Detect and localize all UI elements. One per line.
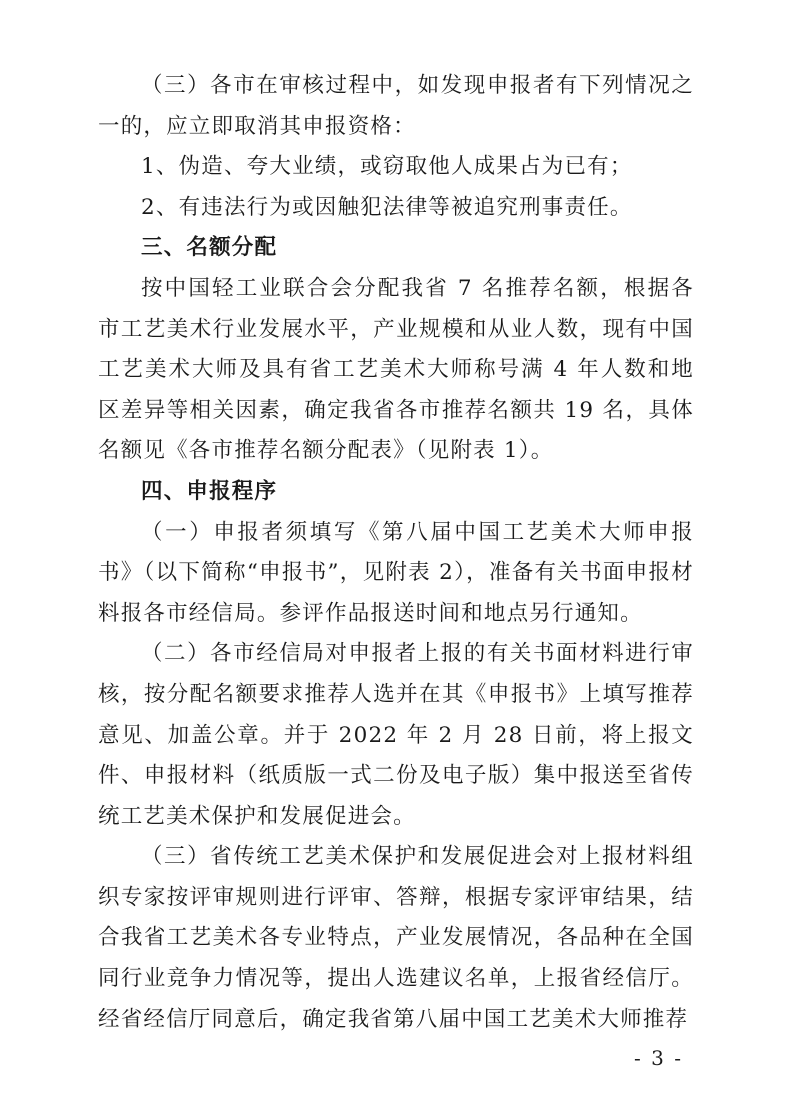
- paragraph-procedure-2: （二）各市经信局对申报者上报的有关书面材料进行审核，按分配名额要求推荐人选并在其《申报书》上填写推荐意见、加盖公章。并于 2022 年 2 月 28 日前，将上报文件、申报材料（纸质版一式二份及电子版）集中报送至省传统工艺美术保护和发展促进会。: [98, 641, 694, 829]
- paragraph-disqualification-intro: （三）各市在审核过程中，如发现申报者有下列情况之一的，应立即取消其申报资格：: [98, 73, 694, 139]
- document-body: [98, 66, 694, 1040]
- paragraph-quota: 按中国轻工业联合会分配我省 7 名推荐名额，根据各市工艺美术行业发展水平，产业规模和从业人数，现有中国工艺美术大师及具有省工艺美术大师称号满 4 年人数和地区差异等相关因素，确定我省各市推荐名额共 19 名，具体名额见《各市推荐名额分配表》（见附表 1）。: [98, 275, 694, 464]
- paragraph-procedure-1: （一）申报者须填写《第八届中国工艺美术大师申报书》（以下简称“申报书”，见附表 2），准备有关书面申报材料报各市经信局。参评作品报送时间和地点另行通知。: [98, 519, 694, 626]
- section-heading-quota: 三、名额分配: [141, 235, 278, 261]
- page-number: - 3 -: [634, 1046, 683, 1070]
- section-heading-procedure: 四、申报程序: [141, 478, 278, 504]
- paragraph-procedure-3: （三）省传统工艺美术保护和发展促进会对上报材料组织专家按评审规则进行评审、答辩，根据专家评审结果，结合我省工艺美术各专业特点，产业发展情况，各品种在全国同行业竞争力情况等，提出人选建议名单，上报省经信厅。经省经信厅同意后，确定我省第八届中国工艺美术大师推荐: [98, 844, 694, 1032]
- paragraph-item-1: 1、伪造、夸大业绩，或窃取他人成果占为已有；: [141, 154, 633, 180]
- paragraph-item-2: 2、有违法行为或因触犯法律等被追究刑事责任。: [141, 194, 633, 220]
